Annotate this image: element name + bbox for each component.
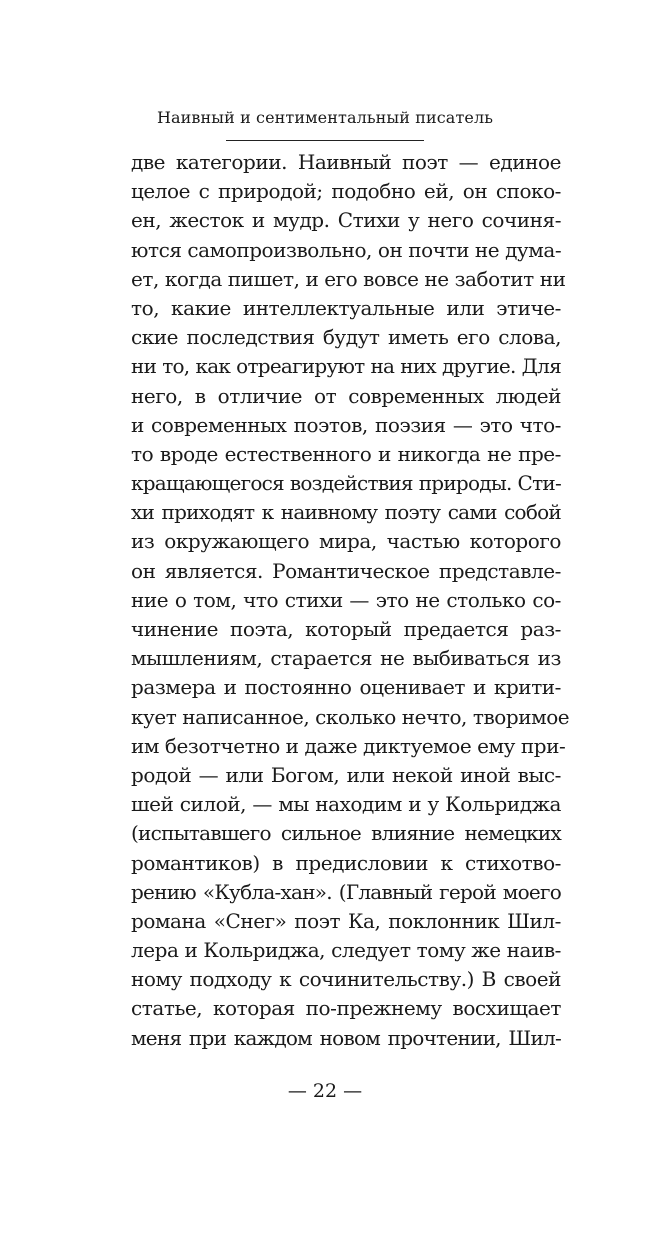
text-line: ние о том, что стихи — это не столько со- bbox=[131, 587, 561, 612]
text-line: из окружающего мира, частью которого bbox=[131, 529, 561, 554]
text-line: романтиков) в предисловии к стихотво- bbox=[131, 850, 561, 875]
text-line: ются самопроизвольно, он почти не дума- bbox=[131, 237, 562, 262]
text-line: рению «Кубла-хан». (Главный герой моего bbox=[131, 879, 561, 904]
header-rule bbox=[226, 140, 424, 141]
text-line: шей силой, — мы находим и у Кольриджа bbox=[131, 792, 561, 817]
text-line: ни то, как отреагируют на них другие. Для bbox=[131, 354, 561, 379]
text-line: хи приходят к наивному поэту сами собой bbox=[131, 500, 561, 525]
text-line: мышлениям, старается не выбиваться из bbox=[131, 646, 561, 671]
text-line: две категории. Наивный поэт — единое bbox=[131, 150, 561, 174]
text-line: и современных поэтов, поэзия — это что- bbox=[131, 412, 561, 437]
text-line: размера и постоянно оценивает и крити- bbox=[131, 675, 561, 700]
text-line: кует написанное, сколько нечто, творимое bbox=[131, 704, 570, 729]
text-line: ские последствия будут иметь его слова, bbox=[131, 325, 561, 350]
text-line: ет, когда пишет, и его вовсе не заботит ни bbox=[131, 266, 566, 291]
page-number: — 22 — bbox=[287, 1080, 363, 1102]
text-line: ному подходу к сочинительству.) В своей bbox=[131, 967, 561, 992]
text-line: статье, которая по-прежнему восхищает bbox=[131, 996, 561, 1021]
text-line: лера и Кольриджа, следует тому же наив- bbox=[131, 938, 561, 963]
text-line: романа «Снег» поэт Ка, поклонник Шил- bbox=[131, 908, 561, 933]
running-head: Наивный и сентиментальный писатель bbox=[156, 108, 494, 127]
text-line: им безотчетно и даже диктуемое ему при- bbox=[131, 733, 566, 758]
text-line: (испытавшего сильное влияние немецких bbox=[131, 821, 561, 846]
text-line: он является. Романтическое представле- bbox=[131, 558, 561, 583]
text-line: родой — или Богом, или некой иной выс- bbox=[131, 762, 561, 787]
text-line: целое с природой; подобно ей, он споко- bbox=[131, 179, 561, 204]
body-text bbox=[131, 148, 570, 1053]
text-line: меня при каждом новом прочтении, Шил- bbox=[131, 1025, 561, 1050]
text-line: кращающегося воздействия природы. Сти- bbox=[131, 471, 561, 496]
text-line: ен, жесток и мудр. Стихи у него сочиня- bbox=[131, 208, 561, 233]
text-line: то, какие интеллектуальные или этиче- bbox=[131, 295, 561, 320]
text-line: то вроде естественного и никогда не пре- bbox=[131, 441, 561, 466]
text-line: чинение поэта, который предается раз- bbox=[131, 617, 561, 641]
text-line: него, в отличие от современных людей bbox=[131, 383, 561, 408]
